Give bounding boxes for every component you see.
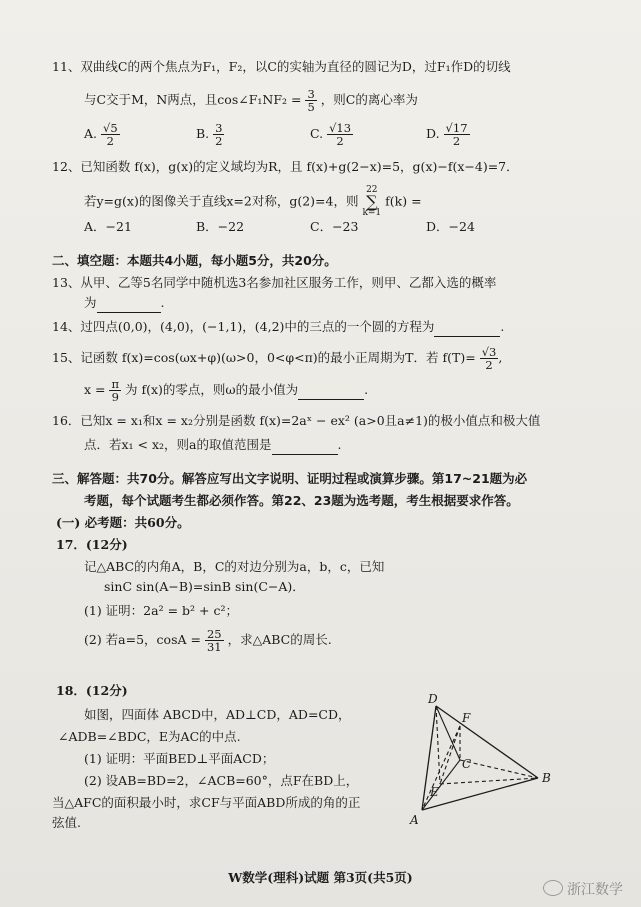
q16-answer-blank: [272, 436, 338, 455]
section-3-line2: 考题，每个试题考生都必须作答。第22、23题为选考题，考生根据要求作答。: [84, 493, 519, 508]
q13-line2-text: 为: [84, 295, 97, 310]
q11-cos-fraction: [305, 88, 316, 113]
q18-part1: (1) 证明：平面BED⊥平面ACD；: [84, 751, 275, 766]
q12-line2: [84, 186, 422, 218]
q15-line2-pre: x =: [84, 382, 106, 397]
q17-part1: (1) 证明：2a² = b² + c²；: [84, 603, 238, 618]
q11-cos-num: 3: [307, 87, 315, 101]
watermark: [543, 879, 623, 899]
q15-answer-blank: [298, 381, 364, 400]
q12-sum-top: 22: [366, 185, 378, 195]
q17-line1: 记△ABC的内角A，B，C的对边分别为a，b，c，已知: [84, 559, 385, 574]
q13-answer-blank: [97, 294, 161, 313]
label-e: E: [430, 785, 439, 799]
q15-line2-post: 为 f(x)的零点，则ω的最小值为: [125, 382, 299, 397]
q17-cos-num: 25: [206, 627, 222, 641]
q15-x-num: π: [111, 377, 120, 391]
q15-line1: 15、记函数 f(x)=cos(ωx+φ)(ω>0，0<φ<π)的最小正周期为T．若 f(T)= $\frac{√3}{2}$ ,: [52, 345, 503, 372]
section-2-heading: 二、填空题：本题共4小题，每小题5分，共20分。: [52, 253, 337, 268]
q15-ft-num: √3: [481, 345, 497, 359]
q18-part2-line2: 当△AFC的面积最小时，求CF与平面ABD所成的角的正: [52, 795, 361, 810]
q12-option-a: A．−21: [84, 219, 132, 234]
q13-line1: 13、从甲、乙等5名同学中随机选3名参加社区服务工作，则甲、乙都入选的概率: [52, 275, 497, 290]
page-footer: W数学(理科)试题 第3页(共5页): [228, 870, 413, 885]
q11-option-d-label: D.: [426, 126, 440, 141]
q12-option-d: D．−24: [426, 219, 475, 234]
q11-line2: [84, 88, 418, 113]
q11-option-a-den: 2: [106, 134, 114, 148]
q15-ft-fraction: [480, 346, 499, 371]
q11-option-c: [310, 122, 353, 147]
q15-line1-pre: 15、记函数 f(x)=cos(ωx+φ)(ω>0，0<φ<π)的最小正周期为T．若 f(T)=: [52, 350, 476, 365]
edge-ab: [422, 778, 538, 810]
label-f: F: [462, 711, 471, 725]
q11-option-a-num: √5: [103, 121, 118, 135]
q11-option-c-den: 2: [336, 134, 344, 148]
q11-option-b-den: 2: [215, 134, 223, 148]
segment-fe: [440, 726, 460, 784]
q11-option-b-num: 3: [215, 121, 223, 135]
q15-x-fraction: [109, 378, 121, 403]
section-3-line1: 三、解答题：共70分。解答应写出文字说明、证明过程或演算步骤。第17~21题为必: [52, 471, 528, 486]
q14-text: 14、过四点(0,0)，(4,0)，(−1,1)，(4,2)中的三点的一个圆的方程为: [52, 319, 435, 334]
q12-sum: [362, 186, 381, 218]
q11-line2-pre: 与C交于M，N两点，且cos∠F₁NF₂ =: [84, 92, 302, 107]
q11-option-b: [196, 122, 224, 147]
q17-part2: [84, 628, 332, 653]
q18-part2-line1: (2) 设AB=BD=2，∠ACB=60°，点F在BD上，: [84, 773, 359, 788]
q11-cos-den: 5: [307, 100, 315, 114]
section-3-sub: (一) 必考题：共60分。: [56, 515, 190, 530]
q11-option-d-den: 2: [452, 134, 461, 148]
q11-option-a: [84, 122, 120, 147]
label-b: B: [542, 771, 551, 785]
q14-line: 14、过四点(0,0)，(4,0)，(−1,1)，(4,2)中的三点的一个圆的方程为 .: [52, 318, 504, 337]
q17-part2-post: ，求△ABC的周长.: [227, 632, 332, 647]
q14-answer-blank: [434, 318, 500, 337]
q16-line1: 16．已知x = x₁和x = x₂分别是函数 f(x)=2aˣ − ex² (a>0且a≠1)的极小值点和极大值: [52, 413, 541, 428]
q18-line2: ∠ADB=∠BDC，E为AC的中点.: [58, 729, 241, 744]
q11-option-c-label: C.: [310, 126, 324, 141]
segment-eb: [440, 778, 538, 784]
q17-title: 17．(12分): [56, 537, 128, 552]
q17-cos-den: 31: [206, 640, 222, 654]
edge-db: [436, 706, 538, 778]
q17-part2-pre: (2) 若a=5，cosA =: [84, 632, 201, 647]
q15-line2: x = $\frac{\pi}{9}$ 为 f(x)的零点，则ω的最小值为 .: [84, 377, 369, 404]
q12-line2-pre: 若y=g(x)的图像关于直线x=2对称，g(2)=4，则: [84, 193, 359, 209]
q16-line2-text: 点．若x₁ < x₂，则a的取值范围是: [84, 437, 272, 452]
q12-line2-post: f(k) =: [385, 193, 422, 209]
q18-part2-line3: 弦值.: [52, 815, 81, 830]
label-a: A: [410, 813, 419, 827]
q11-option-d-num: √17: [445, 121, 468, 135]
q12-option-b: B．−22: [196, 219, 245, 234]
q13-line2: 为 .: [84, 294, 165, 313]
q18-title: 18．(12分): [56, 683, 128, 698]
q11-option-b-label: B.: [196, 126, 210, 141]
q18-line1: 如图，四面体 ABCD中，AD⊥CD，AD=CD，: [84, 707, 351, 722]
q12-sigma: ∑: [366, 192, 378, 211]
q17-cos-fraction: [205, 628, 224, 653]
q11-option-d: [426, 122, 470, 147]
q12-option-c: C．−23: [310, 219, 359, 234]
label-c: C: [462, 757, 472, 771]
wechat-icon: [543, 880, 563, 896]
label-d: D: [428, 692, 438, 706]
q12-sum-bottom: k=1: [362, 208, 382, 218]
q15-x-den: 9: [111, 390, 119, 404]
tetrahedron-figure: [400, 690, 560, 830]
q11-option-a-label: A.: [84, 126, 98, 141]
q15-ft-den: 2: [485, 358, 493, 372]
q16-line2: 点．若x₁ < x₂，则a的取值范围是 .: [84, 436, 341, 455]
watermark-text: 浙江数学: [567, 882, 623, 898]
q17-line2: sinC sin(A−B)=sinB sin(C−A)．: [104, 579, 305, 594]
q11-line2-post: ，则C的离心率为: [320, 92, 418, 107]
q11-line1: 11、双曲线C的两个焦点为F₁，F₂，以C的实轴为直径的圆记为D，过F₁作D的切线: [52, 59, 511, 74]
q12-line1: 12、已知函数 f(x)，g(x)的定义域均为R，且 f(x)+g(2−x)=5，g(x)−f(x−4)=7．: [52, 159, 519, 174]
q11-option-c-num: √13: [329, 121, 352, 135]
